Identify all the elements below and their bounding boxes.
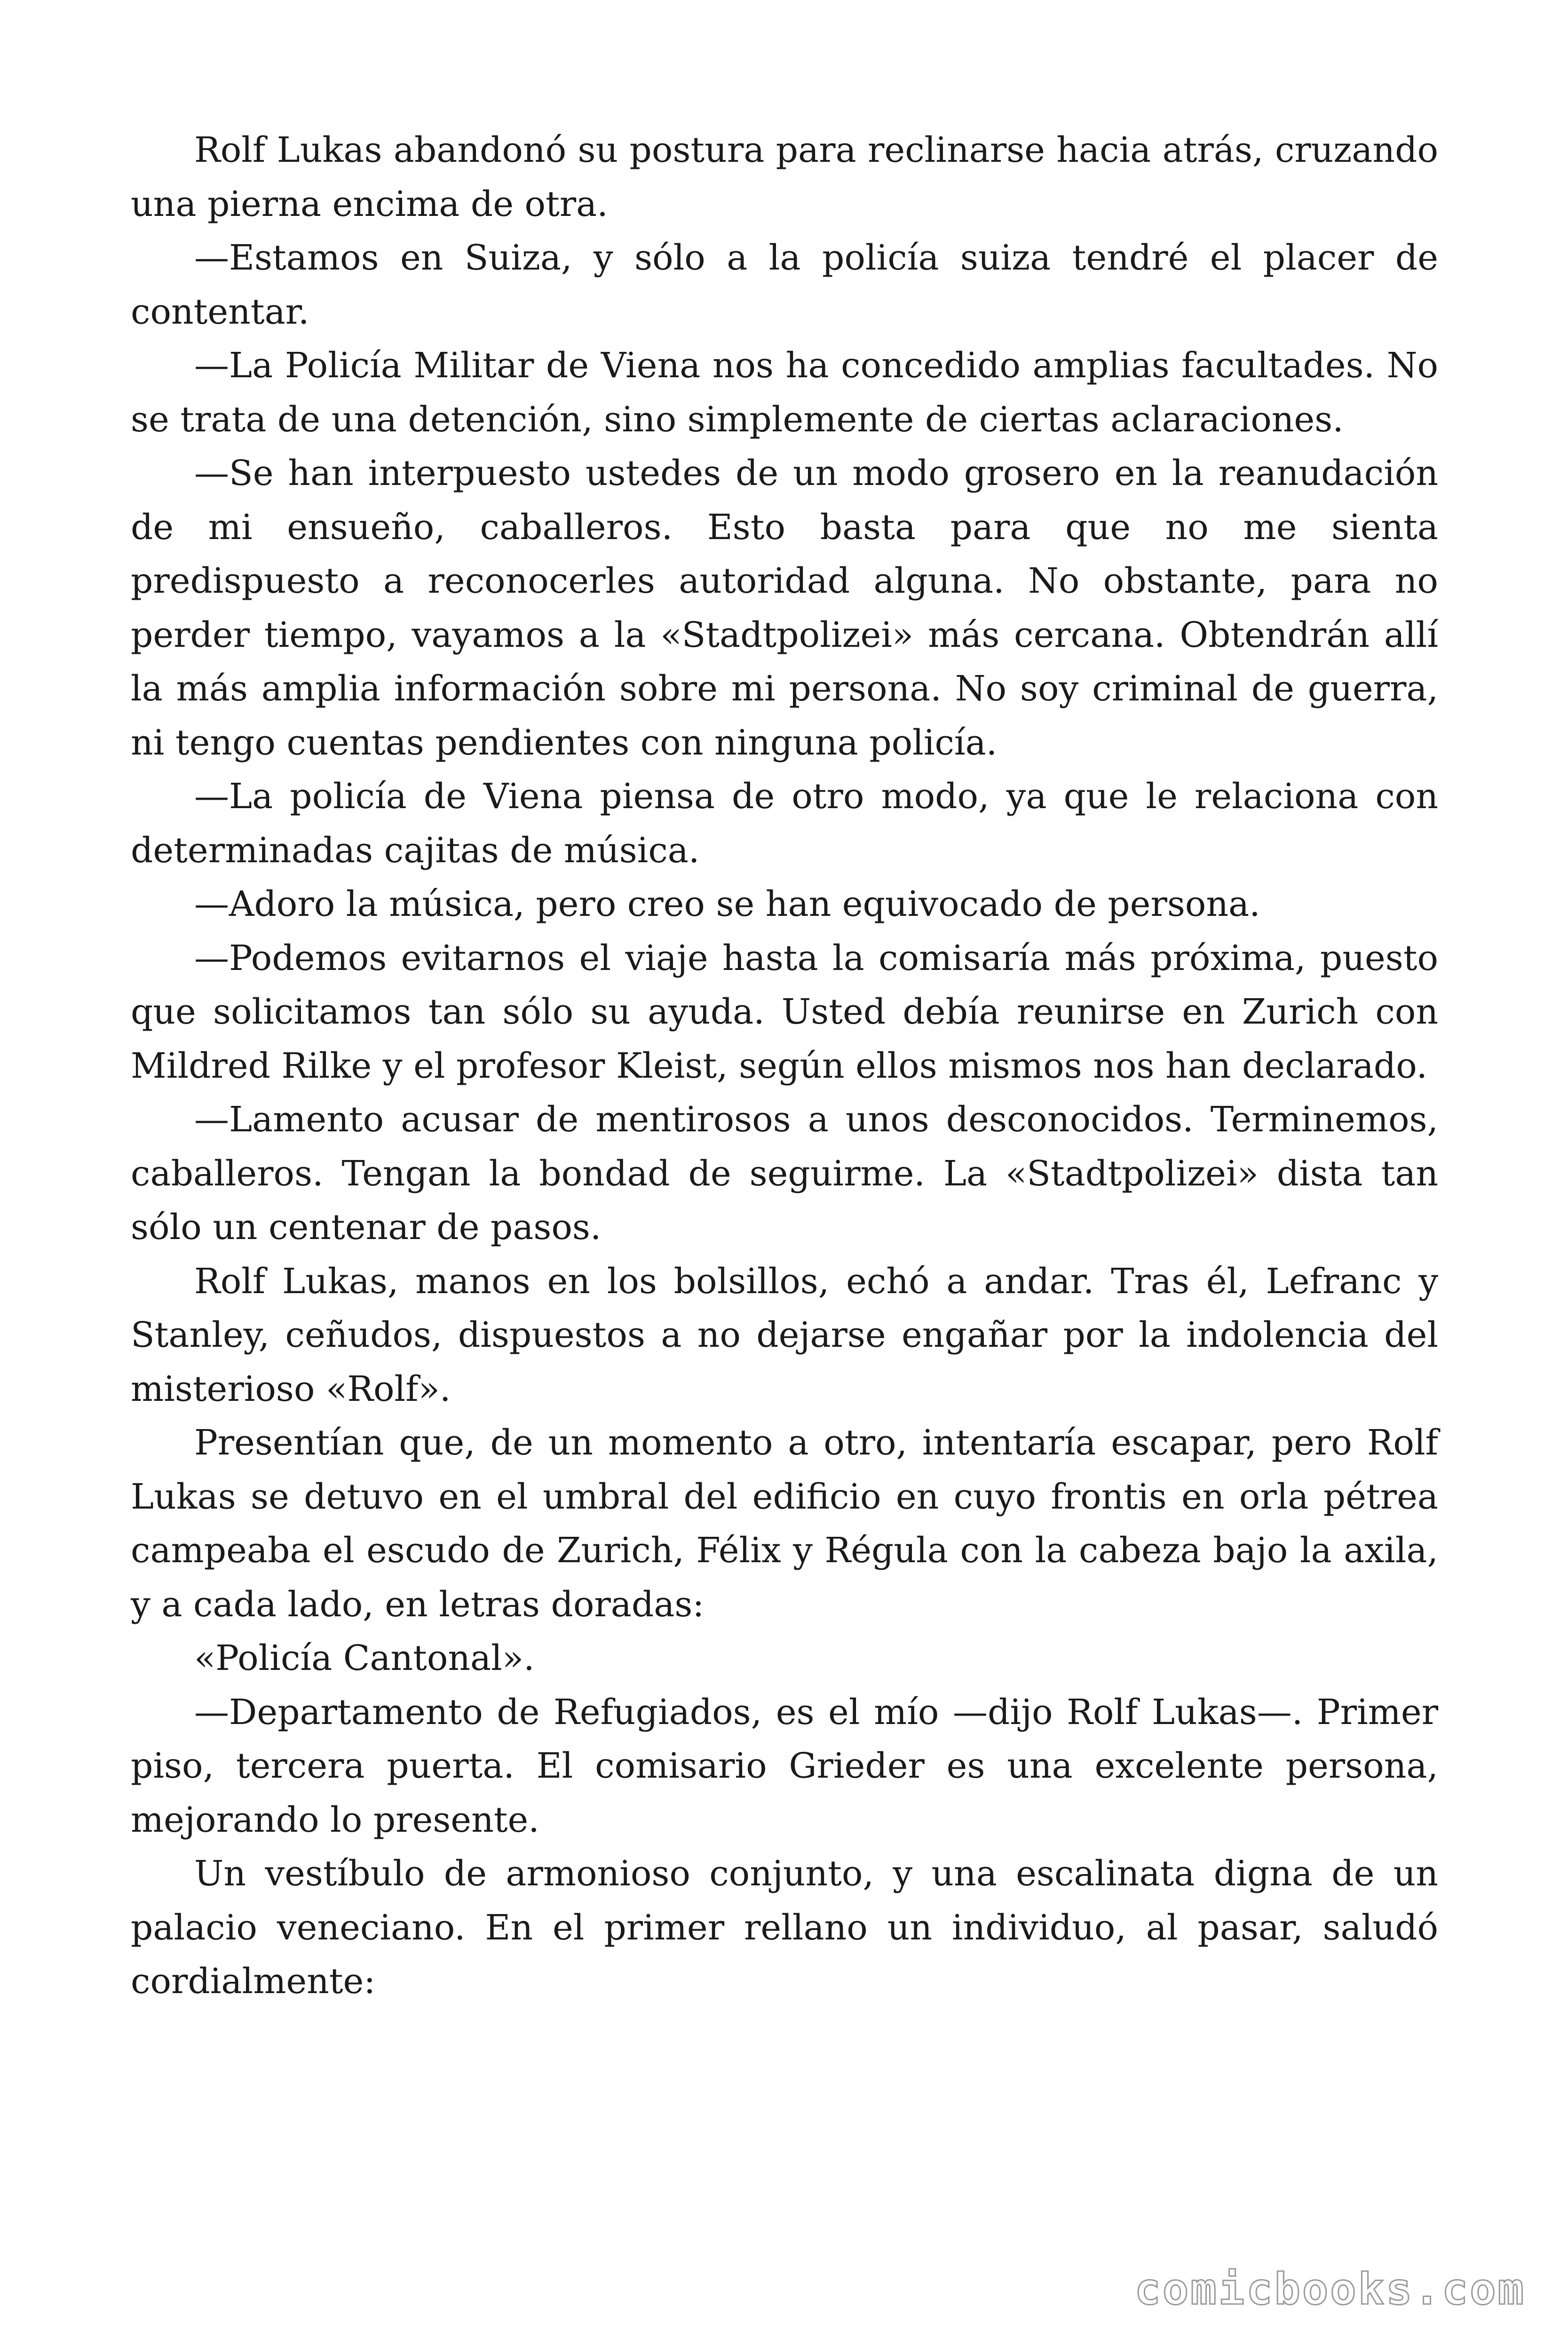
paragraph: —La policía de Viena piensa de otro modo, ya que le relaciona con determinadas cajitas de música. xyxy=(131,776,1438,871)
paragraph: —La Policía Militar de Viena nos ha concedido amplias facultades. No se trata de una detención, sino simplemente de ciertas aclaraciones. xyxy=(131,345,1438,440)
paragraph: Presentían que, de un momento a otro, intentaría escapar, pero Rolf Lukas se detuvo en el umbral del edificio en cuyo frontis en orla pétrea campeaba el escudo de Zurich, Félix y Régula con la cabeza bajo la axila, y a cada lado, en letras doradas: xyxy=(131,1422,1438,1625)
paragraph: —Se han interpuesto ustedes de un modo grosero en la reanudación de mi ensueño, caballeros. Esto basta para que no me sienta predispuesto a reconocerles autoridad alguna. No obstante, para no perder tiempo, vayamos a la «Stadtpolizei» más cercana. Obtendrán allí la más amplia información sobre mi persona. No soy criminal de guerra, ni tengo cuentas pendientes con ninguna policía. xyxy=(131,453,1438,763)
paragraph: Un vestíbulo de armonioso conjunto, y una escalinata digna de un palacio veneciano. En el primer rellano un individuo, al pasar, saludó cordialmente: xyxy=(131,1853,1438,2002)
paragraph: «Policía Cantonal». xyxy=(194,1638,535,1678)
paragraph: —Podemos evitarnos el viaje hasta la comisaría más próxima, puesto que solicitamos tan sólo su ayuda. Usted debía reunirse en Zurich con Mildred Rilke y el profesor Kleist, según ellos mismos nos han declarado. xyxy=(131,938,1438,1086)
paragraph: —Departamento de Refugiados, es el mío —dijo Rolf Lukas—. Primer piso, tercera puerta. El comisario Grieder es una excelente persona, mejorando lo presente. xyxy=(131,1692,1438,1840)
watermark-logo: comicbooks.com xyxy=(1134,2264,1526,2314)
paragraph: —Adoro la música, pero creo se han equivocado de persona. xyxy=(194,884,1260,924)
paragraph: —Estamos en Suiza, y sólo a la policía suiza tendré el placer de contentar. xyxy=(131,238,1438,332)
paragraph: Rolf Lukas abandonó su postura para reclinarse hacia atrás, cruzando una pierna encima de otra. xyxy=(131,130,1438,224)
paragraph: Rolf Lukas, manos en los bolsillos, echó a andar. Tras él, Lefranc y Stanley, ceñudos, dispuestos a no dejarse engañar por la indolencia del misterioso «Rolf». xyxy=(131,1261,1438,1409)
page-body-text xyxy=(131,123,1438,2009)
paragraph: —Lamento acusar de mentirosos a unos desconocidos. Terminemos, caballeros. Tengan la bondad de seguirme. La «Stadtpolizei» dista tan sólo un centenar de pasos. xyxy=(131,1099,1438,1248)
